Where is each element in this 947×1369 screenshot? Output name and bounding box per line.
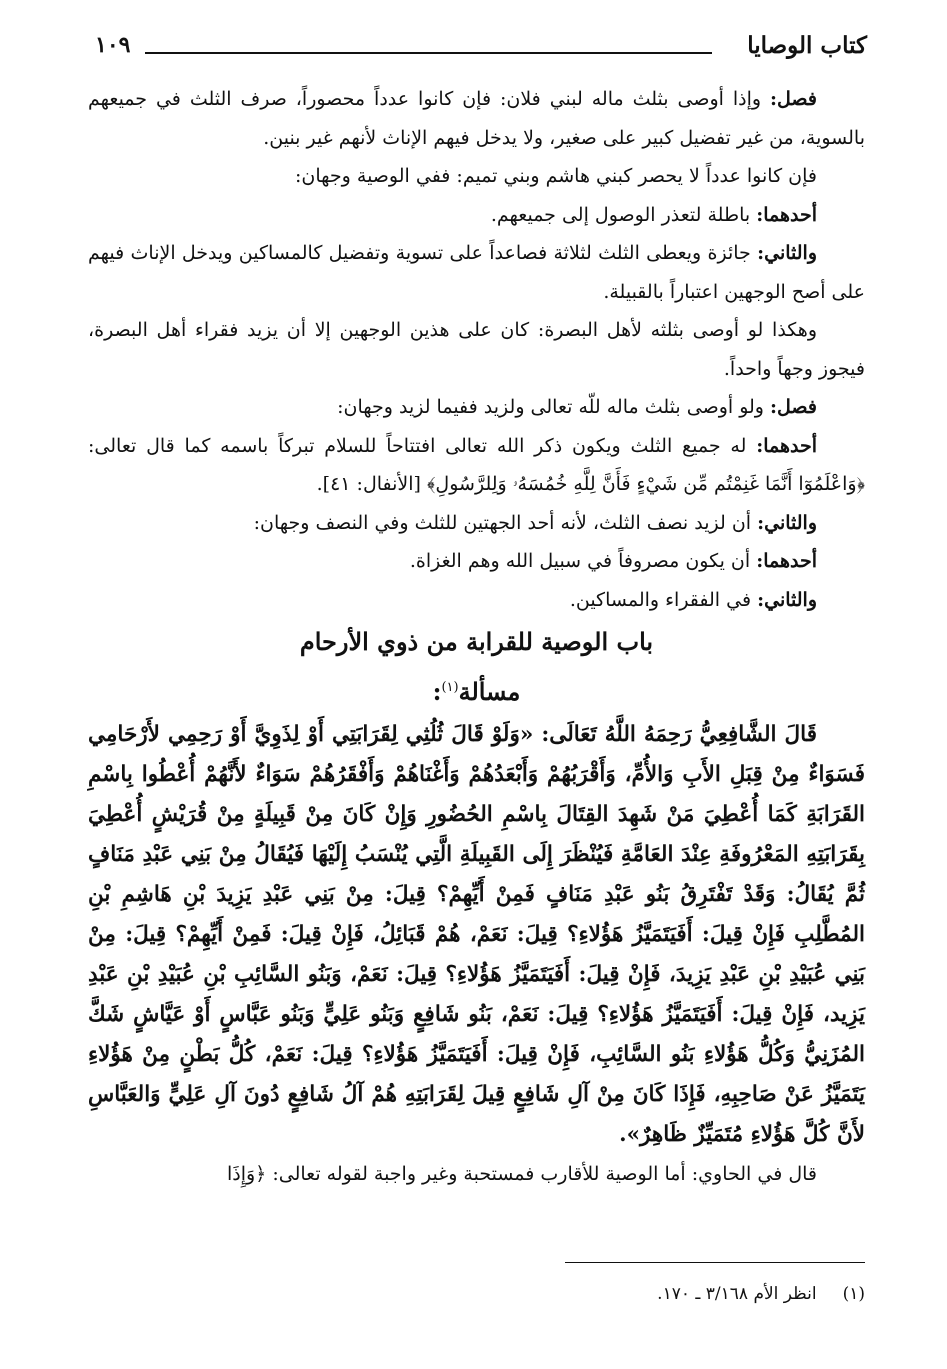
footnote <box>88 1281 865 1307</box>
masala-heading <box>88 665 865 715</box>
paragraph <box>88 311 865 388</box>
page-header <box>95 28 867 68</box>
paragraph <box>88 581 865 620</box>
paragraph-text: له جميع الثلث ويكون ذكر الله تعالى افتتاحاً للسلام تبركاً باسمه كما قال تعالى: ﴿وَاعْلَمُوٓا أَنَّمَا غَنِمْتُم مِّن شَيْءٍ فَأَنَّ لِلَّهِ خُمُسَهُۥ وَلِلرَّسُولِ﴾ [الأنفال: ٤١]. <box>88 434 865 495</box>
page-body <box>88 80 865 1194</box>
paragraph <box>88 542 865 581</box>
chapter-heading: باب الوصية للقرابة من ذوي الأرحام <box>299 627 654 656</box>
paragraph <box>88 388 865 427</box>
running-title: كتاب الوصايا <box>747 32 867 59</box>
masala-colon: : <box>432 677 442 706</box>
matn-text: قَالَ الشَّافِعِيُّ رَحِمَهُ اللَّهُ تَعَالَى: «وَلَوْ قَالَ ثُلُثِي لِقَرَابَتِي أَوْ لِذَوِيَّ أَوْ رَحِمِي لأَرْحَامِي فَسَوَاءٌ مِنْ قِبَلِ الأَبِ وَالأُمِّ، وَأَقْرَبُهُمْ وَأَبْعَدُهُمْ وَأَغْنَاهُمْ وَأَفْقَرُهُمْ سَوَاءٌ لأَنَّهُمْ أُعْطُوا بِاسْمِ القَرَابَةِ كَمَا أُعْطِيَ مَنْ شَهِدَ القِتَالَ بِاسْمِ الحُضُورِ وَإِنْ كَانَ مِنْ قَبِيلَةٍ مِنْ قُرَيْشٍ أُعْطِيَ بِقَرَابَتِهِ المَعْرُوفَةِ عِنْدَ العَامَّةِ فَيُنْظَرَ إِلَى القَبِيلَةِ الَّتِي يُنْسَبُ إِلَيْهَا فَيُقَالُ مِنْ بَنِي عَبْدِ مَنَافٍ ثُمَّ يُقَالُ: وَقَدْ تَفْتَرِقُ بَنُو عَبْدِ مَنَافٍ فَمِنْ أَيِّهِمْ؟ قِيلَ: مِنْ بَنِي عَبْدِ يَزِيدَ بْنِ هَاشِمِ بْنِ المُطَّلِبِ فَإِنْ قِيلَ: أَفَيَتَمَيَّزُ هَؤُلاءِ؟ قِيلَ: نَعَمْ، هُمْ قَبَائِلُ، فَإِنْ قِيلَ: فَمِنْ أَيِّهِمْ؟ قِيلَ: مِنْ بَنِي عُبَيْدِ بْنِ عَبْدِ يَزِيدَ، فَإِنْ قِيلَ: أَفَيَتَمَيَّزُ هَؤُلاءِ؟ قِيلَ: نَعَمْ، وَبَنُو السَّائِبِ بْنِ عُبَيْدِ بْنِ عَبْدِ يَزِيد، فَإِنْ قِيلَ: أَفَيَتَمَيَّزُ هَؤُلاءِ؟ قِيلَ: نَعَمْ، بَنُو شَافِعٍ وَبَنُو عَلِيٍّ وَبَنُو عَبَّاسٍ أَوْ عَيَّاشٍ شَكَّ المُزَنِيُّ وَكُلُّ هَؤُلاءِ بَنُو السَّائِبِ، فَإِنْ قِيلَ: أَفَيَتَمَيَّزُ هَؤُلاءِ؟ قِيلَ: نَعَمْ، كُلُّ بَطْنٍ مِنْ هَؤُلاءِ يَتَمَيَّزُ عَنْ صَاحِبِهِ، فَإِذَا كَانَ مِنْ آلِ شَافِعٍ قِيلَ لِقَرَابَتِهِ هُمْ آلُ شَافِعٍ دُونَ آلِ عَلِيٍّ وَالعَبَّاسِ لأَنَّ كُلَّ هَؤُلاءِ مُتَمَيِّزٌ ظَاهِرٌ». <box>88 722 865 1147</box>
paragraph-text: وإذا أوصى بثلث ماله لبني فلان: فإن كانوا عدداً محصوراً، صرف الثلث في جميعهم بالسوية، من غير تفضيل كبير على صغير، ولا يدخل فيهم الإناث لأنهم غير بنين. <box>88 88 865 149</box>
footnote-text: انظر الأم ٣/١٦٨ ـ ١٧٠. <box>657 1284 817 1304</box>
paragraph-lead: والثاني: <box>757 511 817 534</box>
paragraph-text: في الفقراء والمساكين. <box>569 588 758 611</box>
footnote-marker[interactable]: (١) <box>441 680 459 695</box>
footnote-number: (١) <box>842 1284 865 1304</box>
footnotes <box>88 1262 865 1307</box>
paragraph <box>88 196 865 235</box>
paragraph-lead: فصل: <box>770 88 817 110</box>
paragraph <box>88 80 865 157</box>
paragraph-lead: والثاني: <box>757 242 817 264</box>
paragraph-text: وهكذا لو أوصى بثلثه لأهل البصرة: كان على هذين الوجهين إلا أن يزيد فقراء أهل البصرة، فيجوز وجهاً واحداً. <box>88 319 865 380</box>
paragraph-text: جائزة ويعطى الثلث لثلاثة فصاعداً على تسوية وتفضيل كالمساكين ويدخل الإناث فيهم على أصح الوجهين اعتباراً بالقبيلة. <box>88 242 865 303</box>
page-number: ١٠٩ <box>95 32 131 58</box>
paragraph-text: باطلة لتعذر الوصول إلى جميعهم. <box>490 203 757 226</box>
paragraph <box>88 157 865 196</box>
paragraph-text: أن يكون مصروفاً في سبيل الله وهم الغزاة. <box>409 550 757 572</box>
paragraph-lead: أحدهما: <box>756 203 817 226</box>
paragraph <box>88 234 865 311</box>
footnote-rule <box>565 1262 865 1263</box>
header-rule <box>145 52 712 54</box>
paragraph-lead: والثاني: <box>757 588 817 611</box>
paragraph-text: فإن كانوا عدداً لا يحصر كبني هاشم وبني تميم: ففي الوصية وجهان: <box>295 165 817 187</box>
paragraph-lead: أحدهما: <box>756 550 817 572</box>
masala-label: مسألة <box>458 677 521 706</box>
paragraph <box>88 427 865 504</box>
paragraph-lead: أحدهما: <box>756 434 817 457</box>
paragraph-text: ولو أوصى بثلث ماله للّه تعالى ولزيد ففيما لزيد وجهان: <box>337 396 771 418</box>
paragraph-text: أن لزيد نصف الثلث، لأنه أحد الجهتين للثلث وفي النصف وجهان: <box>253 511 758 534</box>
paragraph-lead: فصل: <box>770 396 817 418</box>
paragraph <box>88 504 865 543</box>
closing-paragraph: قال في الحاوي: أما الوصية للأقارب فمستحبة وغير واجبة لقوله تعالى: ﴿وَإِذَا <box>226 1163 817 1185</box>
